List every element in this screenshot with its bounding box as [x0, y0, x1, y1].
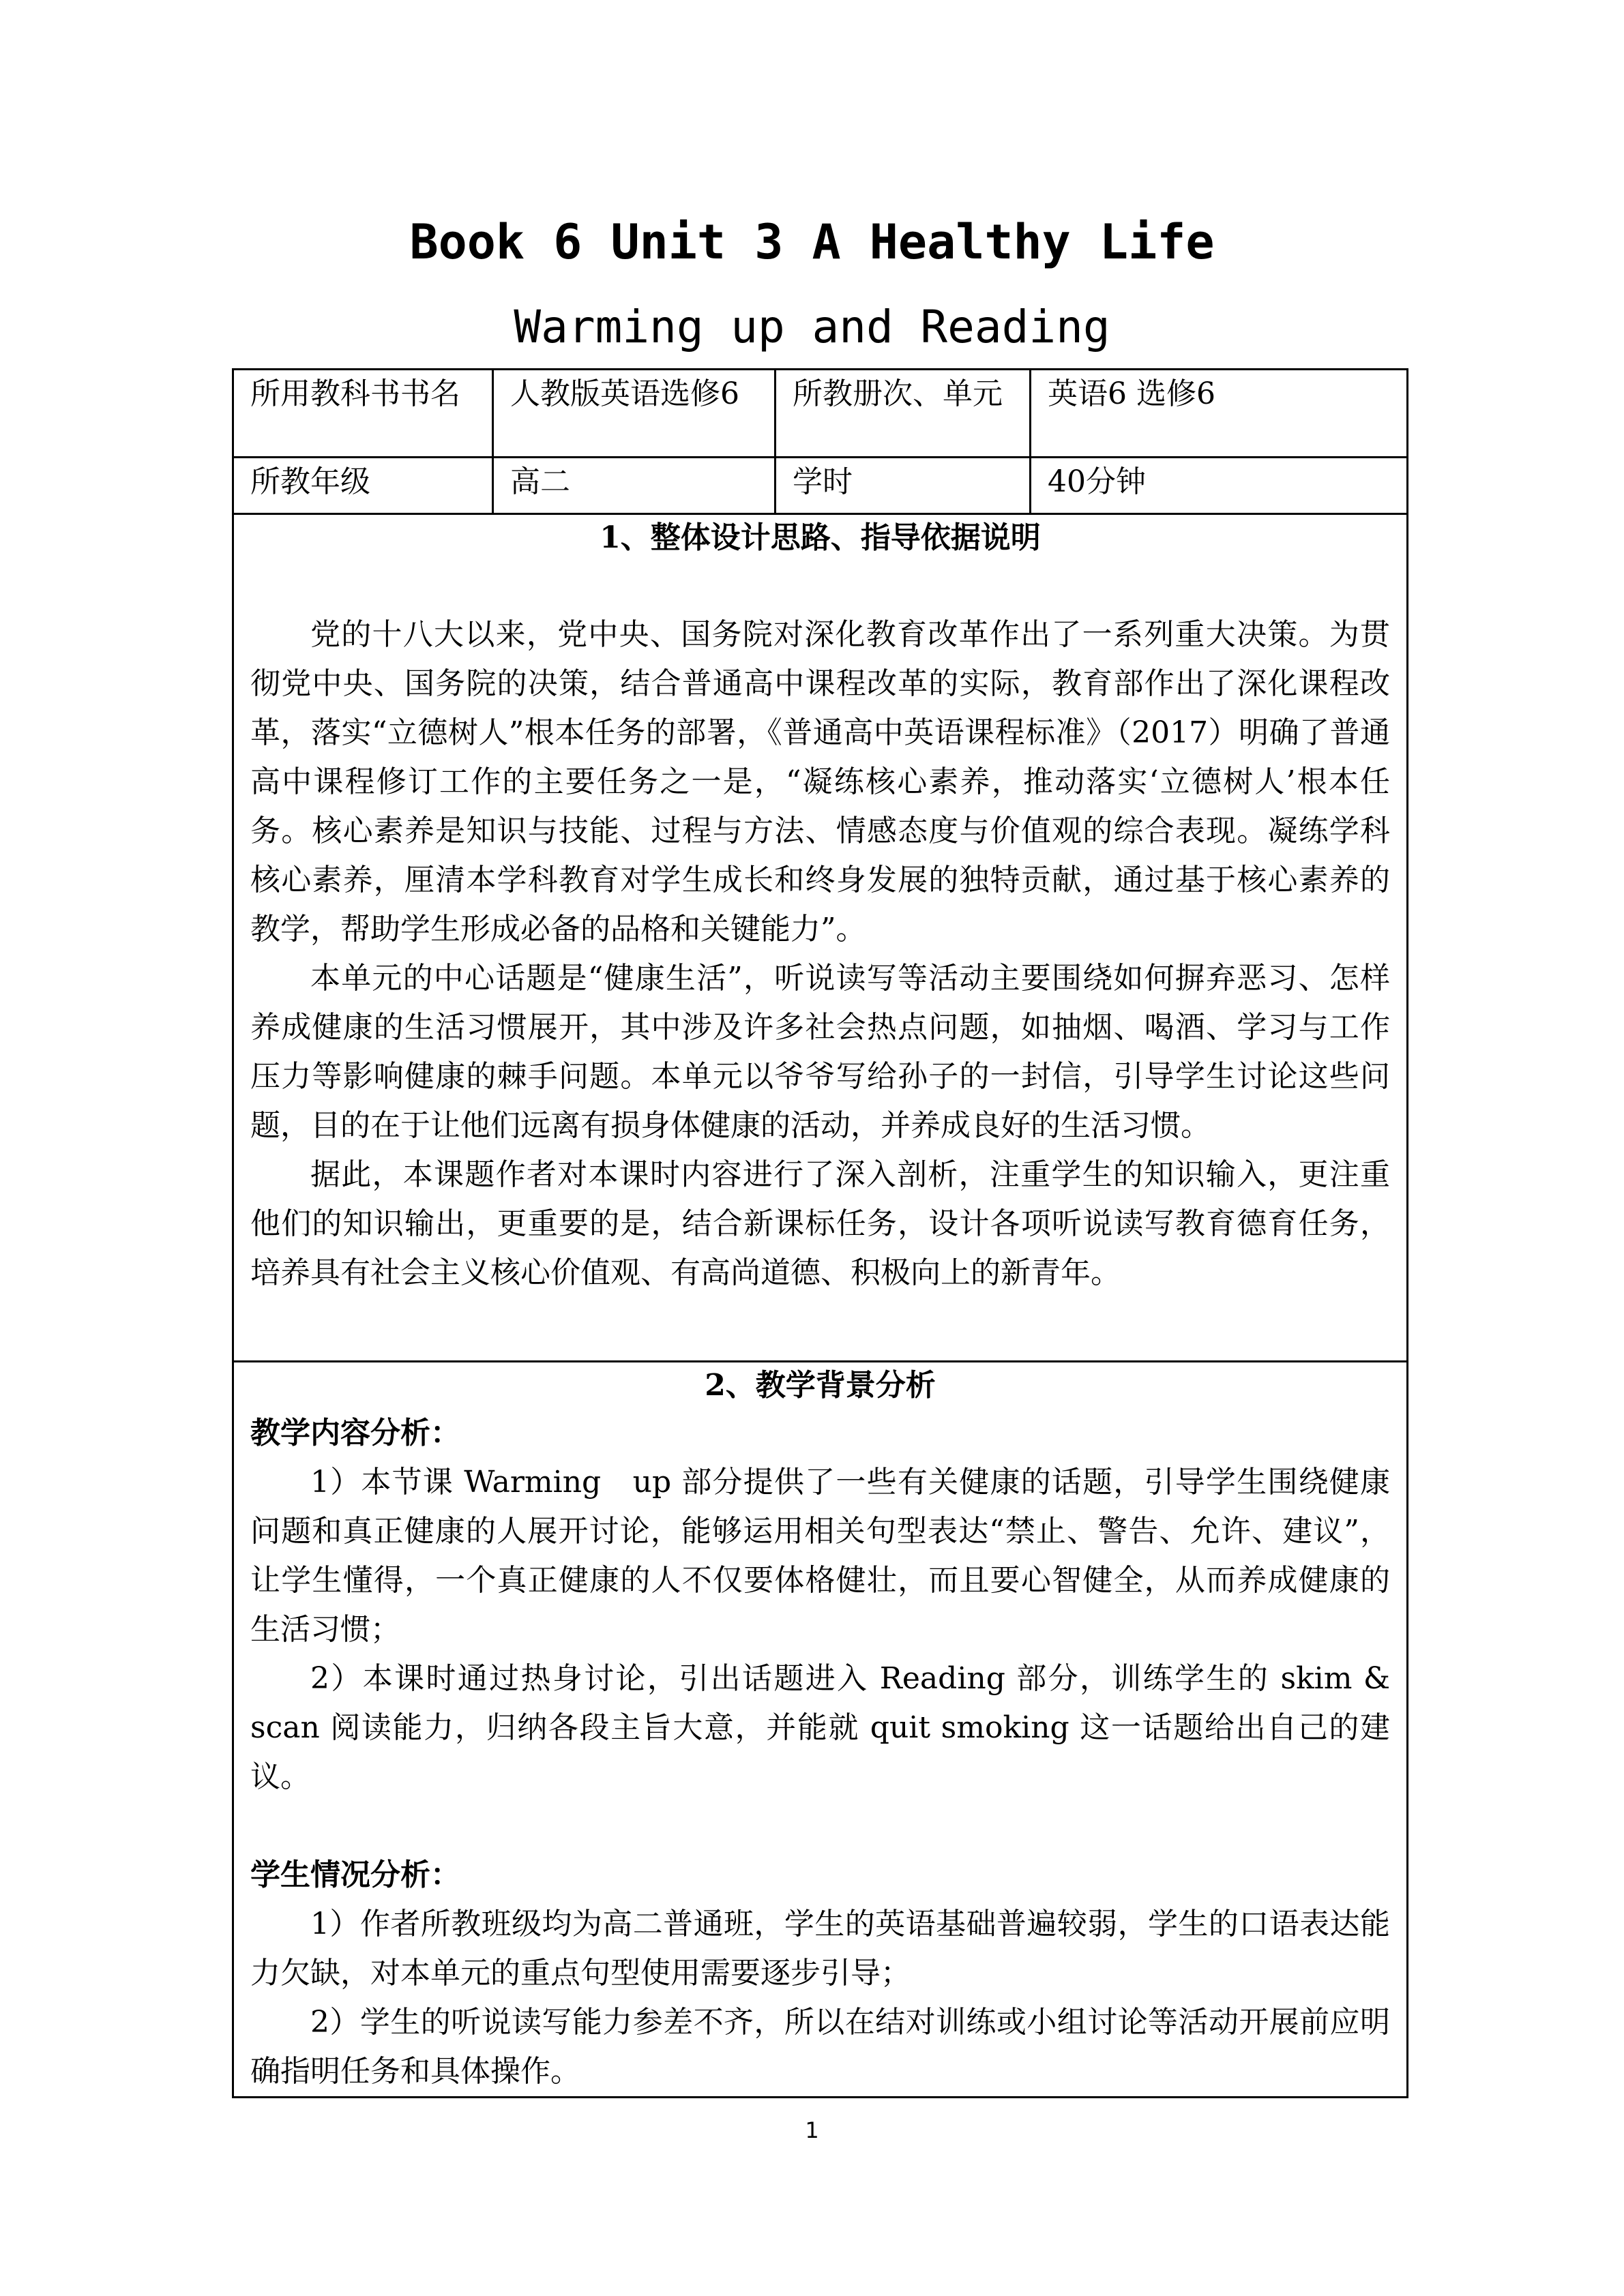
- section2-title: 2、教学背景分析: [705, 1368, 936, 1403]
- grade-value: 高二: [493, 458, 776, 514]
- section1-title: 1、整体设计思路、指导依据说明: [600, 520, 1041, 555]
- section1-paragraph: 本单元的中心话题是“健康生活”，听说读写等活动主要围绕如何摒弃恶习、怎样养成健康的生活习惯展开，其中涉及许多社会热点问题，如抽烟、喝酒、学习与工作压力等影响健康的棘手问题。本单元以爷爷写给孙子的一封信，引导学生讨论这些问题，目的在于让他们远离有损身体健康的活动，并养成良好的生活习惯。: [250, 961, 1390, 1143]
- grade-label: 所教年级: [233, 458, 493, 514]
- info-row-grade: [233, 458, 1408, 514]
- content-analysis-heading: 教学内容分析：: [250, 1416, 460, 1450]
- textbook-value: 人教版英语选修6: [493, 370, 776, 458]
- class-hours-label: 学时: [776, 458, 1031, 514]
- document-title: Book 6 Unit 3 A Healthy Life: [409, 214, 1215, 270]
- lesson-plan-table: [232, 368, 1408, 2098]
- textbook-label: 所用教科书书名: [233, 370, 493, 458]
- class-hours-value: 40分钟: [1031, 458, 1408, 514]
- content-analysis-item: 1）本节课 Warming up 部分提供了一些有关健康的话题，引导学生围绕健康问题和真正健康的人展开讨论，能够运用相关句型表达“禁止、警告、允许、建议”，让学生懂得，一个真正健康的人不仅要体格健壮，而且要心智健全，从而养成健康的生活习惯；: [250, 1465, 1390, 1647]
- student-analysis-item: 1）作者所教班级均为高二普通班，学生的英语基础普遍较弱，学生的口语表达能力欠缺，对本单元的重点句型使用需要逐步引导；: [250, 1907, 1390, 1991]
- student-analysis-heading: 学生情况分析：: [250, 1858, 460, 1892]
- info-row-textbook: [233, 370, 1408, 458]
- volume-unit-label: 所教册次、单元: [776, 370, 1031, 458]
- section1-paragraph: 党的十八大以来，党中央、国务院对深化教育改革作出了一系列重大决策。为贯彻党中央、国务院的决策，结合普通高中课程改革的实际，教育部作出了深化课程改革，落实“立德树人”根本任务的部署，《普通高中英语课程标准》（2017）明确了普通高中课程修订工作的主要任务之一是，“凝练核心素养，推动落实‘立德树人’根本任务。核心素养是知识与技能、过程与方法、情感态度与价值观的综合表现。凝练学科核心素养，厘清本学科教育对学生成长和终身发展的独特贡献，通过基于核心素养的教学，帮助学生形成必备的品格和关键能力”。: [250, 617, 1390, 946]
- content-analysis-item: 2）本课时通过热身讨论，引出话题进入 Reading 部分，训练学生的 skim & scan 阅读能力，归纳各段主旨大意，并能就 quit smoking 这一话题给出自己的建议。: [250, 1661, 1390, 1794]
- spacer: [250, 1802, 1390, 1851]
- section2-cell: [233, 1362, 1408, 2098]
- section1-cell: [233, 514, 1408, 1362]
- spacer: [250, 561, 1390, 610]
- student-analysis-item: 2）学生的听说读写能力参差不齐，所以在结对训练或小组讨论等活动开展前应明确指明任务和具体操作。: [250, 2005, 1390, 2089]
- page-number: 1: [805, 2117, 819, 2143]
- section1-row: [233, 514, 1408, 1362]
- document-subtitle: Warming up and Reading: [514, 301, 1110, 353]
- volume-unit-value: 英语6 选修6: [1031, 370, 1408, 458]
- section1-paragraph: 据此，本课题作者对本课时内容进行了深入剖析，注重学生的知识输入，更注重他们的知识输出，更重要的是，结合新课标任务，设计各项听说读写教育德育任务，培养具有社会主义核心价值观、有高尚道德、积极向上的新青年。: [250, 1157, 1390, 1290]
- section2-row: [233, 1362, 1408, 2098]
